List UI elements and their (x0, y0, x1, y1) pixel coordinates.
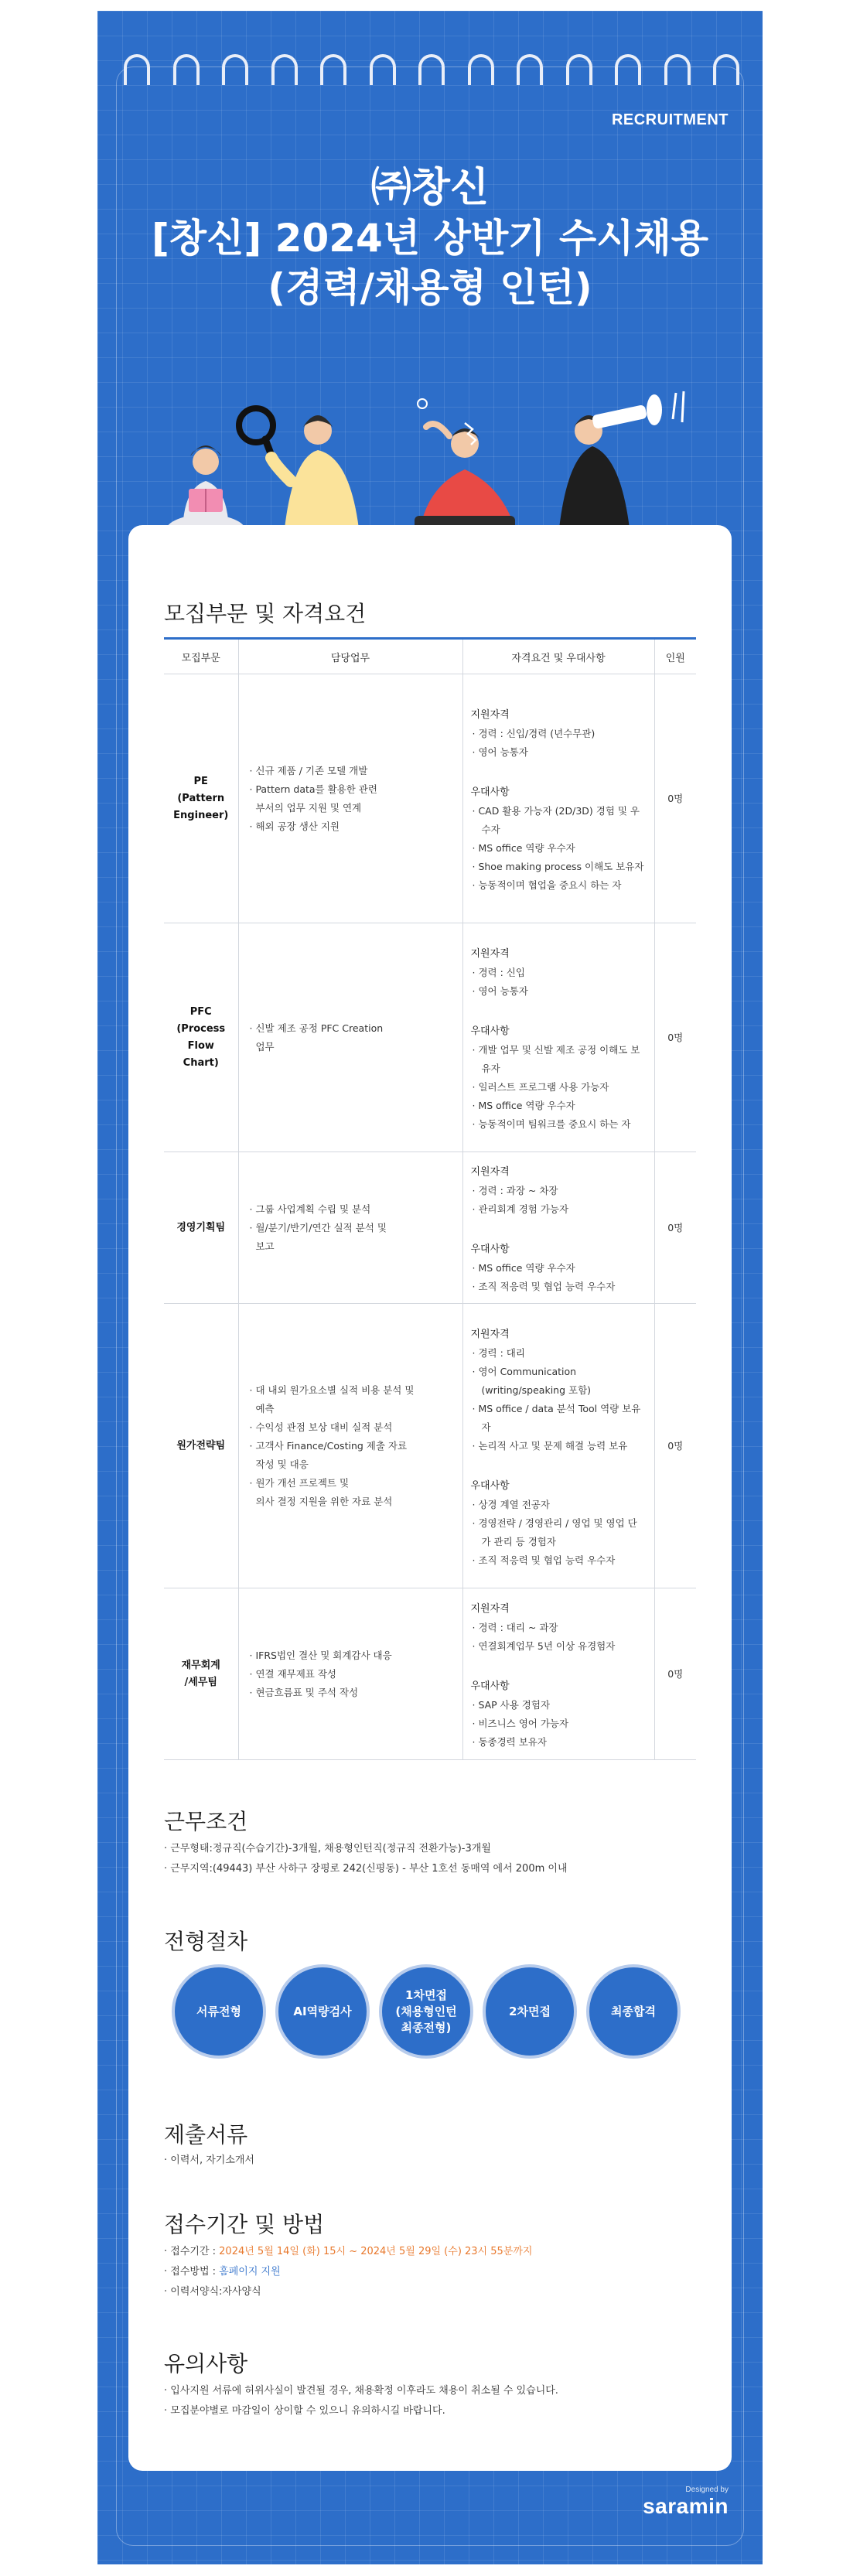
positions-table (164, 637, 696, 1760)
apply-period-value: 2024년 5월 14일 (화) 15시 ~ 2024년 5월 29일 (수) 23시 55분까지 (219, 2246, 533, 2257)
table-row (164, 1304, 696, 1588)
telescope-person-figure (558, 391, 684, 543)
binder-ring (320, 54, 346, 85)
process-step: 2차면접 (483, 1964, 577, 2059)
process-steps (172, 1964, 698, 2066)
preference-label: 우대사항 (470, 1025, 510, 1037)
binder-ring (517, 54, 543, 85)
apply-period (164, 2242, 532, 2262)
header-count: 인원 (654, 639, 696, 674)
row-qualifications (462, 1588, 654, 1760)
preference-item: · Shoe making process 이해도 보유자 (472, 860, 644, 872)
table-row (164, 1588, 696, 1760)
row-count: 0명 (654, 1304, 696, 1588)
binder-ring (713, 54, 739, 85)
preference-item: · 상경 계열 전공자 (472, 1498, 550, 1510)
row-dept: PFC (Process Flow Chart) (164, 923, 238, 1152)
documents-list (164, 2151, 254, 2171)
duty-item: · 원가 개선 프로젝트 및 의사 결정 지원을 위한 자료 분석 (249, 1476, 393, 1507)
binder-rings (124, 54, 736, 90)
preference-item: · MS office 역량 우수자 (472, 1261, 575, 1274)
people-illustration (159, 388, 701, 543)
notes-title: 유의사항 (164, 2351, 248, 2376)
qualification-item: · 경력 : 신입 (472, 966, 525, 978)
duty-item: · Pattern data를 활용한 관련 부서의 업무 지원 및 연계 (249, 783, 377, 814)
preference-item: · 능동적이며 협업을 중요시 하는 자 (472, 879, 622, 891)
notes-list (164, 2381, 558, 2421)
binder-ring (615, 54, 641, 85)
recruitment-badge: RECRUITMENT (611, 111, 729, 128)
qualification-item: · 경력 : 대리 (472, 1346, 525, 1359)
apply-format: · 이력서양식:자사양식 (164, 2286, 261, 2298)
row-count: 0명 (654, 923, 696, 1152)
qualification-item: · 영어 Communication (writing/speaking 포함) (472, 1365, 592, 1396)
row-qualifications (462, 674, 654, 923)
qualification-label: 지원자격 (470, 1328, 510, 1340)
red-shirt-person-figure (415, 399, 519, 543)
preference-item: · CAD 활용 가능자 (2D/3D) 경험 및 우수자 (472, 804, 640, 835)
row-duties (238, 1152, 462, 1304)
header-duty: 담당업무 (238, 639, 462, 674)
table-row (164, 1152, 696, 1304)
duty-item: · 월/분기/반기/연간 실적 분석 및 보고 (249, 1221, 387, 1252)
process-step: 서류전형 (172, 1964, 266, 2059)
row-dept: 재무회계 /세무팀 (164, 1588, 238, 1760)
note-item: · 입사지원 서류에 허위사실이 발견될 경우, 채용확정 이후라도 채용이 취소될 수 있습니다. (164, 2385, 558, 2397)
header-dept: 모집부문 (164, 639, 238, 674)
duty-item: · IFRS법인 결산 및 회계감사 대응 (249, 1649, 392, 1661)
preference-label: 우대사항 (470, 1479, 510, 1492)
row-qualifications (462, 1304, 654, 1588)
row-duties (238, 1588, 462, 1760)
note-item: · 모집분야별로 마감일이 상이할 수 있으니 유의하시길 바랍니다. (164, 2405, 445, 2417)
binder-ring (271, 54, 298, 85)
title-block (97, 162, 763, 312)
duty-item: · 신발 제조 공정 PFC Creation 업무 (249, 1022, 384, 1053)
conditions-list (164, 1839, 568, 1879)
apply-method-link[interactable]: 홈페이지 지원 (219, 2266, 281, 2277)
content-card (128, 525, 732, 2471)
preference-item: · MS office 역량 우수자 (472, 1099, 575, 1111)
table-header-row (164, 639, 696, 674)
qualification-item: · 관리회계 경험 가능자 (472, 1203, 569, 1215)
saramin-logo (643, 2486, 729, 2519)
row-qualifications (462, 1152, 654, 1304)
header-qual: 자격요건 및 우대사항 (462, 639, 654, 674)
row-qualifications (462, 923, 654, 1152)
brand-name: saramin (643, 2494, 729, 2518)
documents-title: 제출서류 (164, 2122, 248, 2148)
company-name: ㈜창신 (370, 165, 490, 211)
preference-item: · 경영전략 / 경영관리 / 영업 및 영업 단가 관리 등 경험자 (472, 1517, 637, 1547)
binder-ring (370, 54, 396, 85)
table-row (164, 674, 696, 923)
poster-frame (97, 11, 763, 2564)
preference-label: 우대사항 (470, 1680, 510, 1692)
apply-method (164, 2262, 532, 2282)
document-item: · 이력서, 자기소개서 (164, 2155, 254, 2166)
table-row (164, 923, 696, 1152)
title-line-2: (경력/채용형 인턴) (268, 265, 592, 310)
binder-ring (664, 54, 691, 85)
duty-item: · 고객사 Finance/Costing 제출 자료 작성 및 대응 (249, 1439, 408, 1470)
condition-item: · 근무지역:(49443) 부산 사하구 장평로 242(신평동) - 부산 1호선 동매역 에서 200m 이내 (164, 1863, 568, 1875)
qualification-label: 지원자격 (470, 1165, 510, 1178)
preference-item: · 조직 적응력 및 협업 능력 우수자 (472, 1280, 616, 1292)
apply-method-label: · 접수방법 : (164, 2266, 220, 2277)
apply-list (164, 2242, 532, 2302)
preference-item: · 능동적이며 팀워크를 중요시 하는 자 (472, 1117, 631, 1130)
qualification-label: 지원자격 (470, 1602, 510, 1615)
binder-ring (124, 54, 150, 85)
qualification-item: · 논리적 사고 및 문제 해결 능력 보유 (472, 1439, 628, 1452)
row-duties (238, 1304, 462, 1588)
apply-title: 접수기간 및 방법 (164, 2212, 325, 2237)
row-dept: 경영기획팀 (164, 1152, 238, 1304)
binder-ring (468, 54, 494, 85)
process-title: 전형절차 (164, 1929, 248, 1954)
duty-item: · 해외 공장 생산 지원 (249, 820, 340, 832)
binder-ring (418, 54, 445, 85)
duty-item: · 수익성 관점 보상 대비 실적 분석 (249, 1421, 393, 1433)
condition-item: · 근무형태:정규직(수습기간)-3개월, 채용형인턴직(정규직 전환가능)-3개월 (164, 1843, 491, 1854)
binder-ring (173, 54, 200, 85)
title-line-1: [창신] 2024년 상반기 수시채용 (151, 216, 709, 261)
duty-item: · 대 내외 원가요소별 실적 비용 분석 및 예측 (249, 1384, 415, 1414)
preference-item: · MS office 역량 우수자 (472, 841, 575, 854)
qualification-item: · MS office / data 분석 Tool 역량 보유자 (472, 1402, 641, 1433)
preference-label: 우대사항 (470, 786, 510, 798)
preference-item: · SAP 사용 경험자 (472, 1698, 551, 1711)
magnifier-person-figure (239, 408, 360, 543)
binder-ring (566, 54, 592, 85)
row-count: 0명 (654, 1152, 696, 1304)
row-dept: 원가전략팀 (164, 1304, 238, 1588)
row-dept: PE (Pattern Engineer) (164, 674, 238, 923)
process-step: 최종합격 (586, 1964, 681, 2059)
qualification-item: · 경력 : 대리 ~ 과장 (472, 1621, 558, 1633)
preference-item: · 조직 적응력 및 협업 능력 우수자 (472, 1554, 616, 1566)
preference-item: · 동종경력 보유자 (472, 1735, 547, 1748)
positions-title: 모집부문 및 자격요건 (164, 601, 367, 626)
binder-ring (222, 54, 248, 85)
duty-item: · 그룹 사업계획 수립 및 분석 (249, 1203, 371, 1215)
preference-label: 우대사항 (470, 1243, 510, 1255)
preference-item: · 개발 업무 및 신발 제조 공정 이해도 보유자 (472, 1043, 640, 1074)
preference-item: · 비즈니스 영어 가능자 (472, 1717, 569, 1729)
process-step: 1차면접 (채용형인턴 최종전형) (379, 1964, 473, 2059)
qualification-item: · 경력 : 과장 ~ 차장 (472, 1184, 558, 1196)
qualification-item: · 연결회계업무 5년 이상 유경험자 (472, 1639, 616, 1652)
process-step: AI역량검사 (275, 1964, 370, 2059)
row-duties (238, 923, 462, 1152)
conditions-title: 근무조건 (164, 1809, 248, 1834)
qualification-item: · 영어 능통자 (472, 984, 528, 997)
qualification-label: 지원자격 (470, 708, 510, 721)
qualification-item: · 영어 능통자 (472, 746, 528, 758)
duty-item: · 신규 제품 / 기존 모델 개발 (249, 764, 368, 776)
apply-period-label: · 접수기간 : (164, 2246, 220, 2257)
row-count: 0명 (654, 674, 696, 923)
qualification-item: · 경력 : 신입/경력 (년수무관) (472, 727, 596, 739)
preference-item: · 일러스트 프로그램 사용 가능자 (472, 1080, 609, 1093)
qualification-label: 지원자격 (470, 947, 510, 960)
row-count: 0명 (654, 1588, 696, 1760)
duty-item: · 연결 재무제표 작성 (249, 1667, 336, 1680)
duty-item: · 현금흐름표 및 주석 작성 (249, 1686, 359, 1698)
designed-by-label: Designed by (685, 2486, 729, 2494)
row-duties (238, 674, 462, 923)
